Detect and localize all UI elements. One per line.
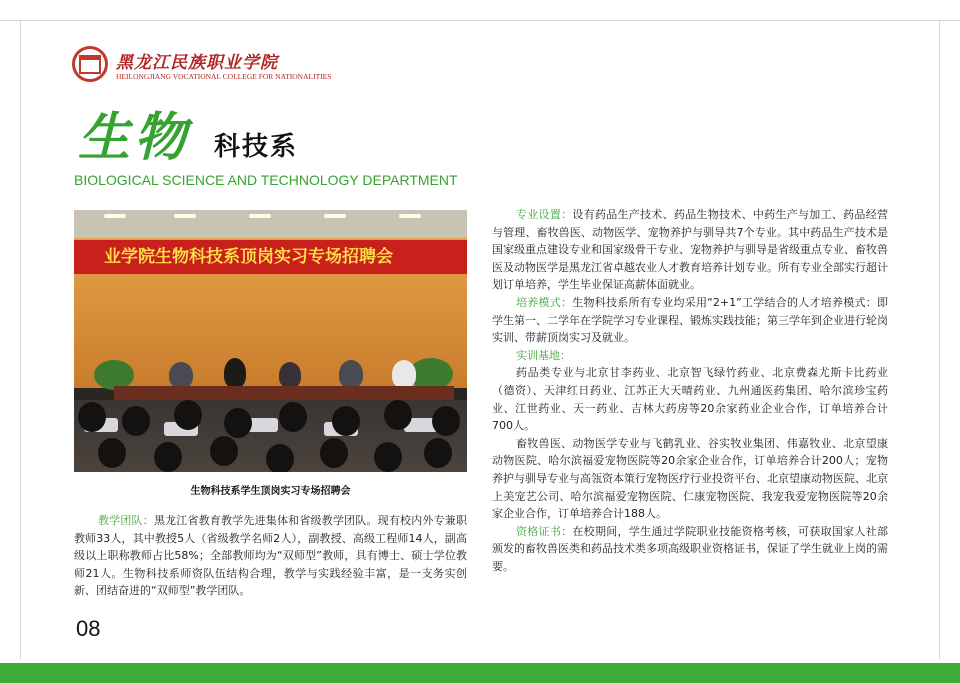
photo-audience — [74, 400, 467, 472]
department-title-small: 科技系 — [214, 132, 299, 162]
majors-label: 专业设置： — [516, 208, 573, 221]
majors-paragraph — [492, 206, 888, 294]
college-logo — [72, 46, 392, 86]
college-name-cn: 黑龙江民族职业学院 — [116, 53, 278, 73]
right-column — [492, 206, 888, 575]
bases-heading — [492, 347, 888, 365]
model-label: 培养模式： — [516, 295, 573, 309]
bases-paragraph-1: 药品类专业与北京甘李药业、北京智飞绿竹药业、北京费森尤斯卡比药业（德资）、天津红日药业、江苏正大天晴药业、九州通医药集团、哈尔滨珍宝药业、江世药业、天一药业、吉林大药房等20余家药业企业合作，订单培养合计700人。 — [492, 366, 888, 433]
certs-paragraph — [492, 523, 888, 576]
department-title-en: BIOLOGICAL SCIENCE AND TECHNOLOGY DEPARTMENT — [74, 172, 458, 188]
college-seal-icon — [72, 46, 108, 82]
bases-label: 实训基地： — [516, 348, 571, 362]
teaching-team-label: 教学团队： — [98, 514, 154, 527]
certs-text: 在校期间，学生通过学院职业技能资格考核，可获取国家人社部颁发的畜牧兽医类和药品技术类多项高级职业资格证书，保证了学生就业上岗的需要。 — [492, 524, 888, 573]
certs-label: 资格证书： — [516, 524, 573, 538]
teaching-team-text: 黑龙江省教育教学先进集体和省级教学团队。现有校内外专兼职教师33人，其中教授5人（省级教学名师2人），副教授、高级工程师14人，副高级以上职称教师占比58%；全部教师均为“双师型”教师，具有博士、硕士学位教师21人。生物科技系师资队伍结构合理，教学与实践经验丰富，是一支务实创新、团结奋进的“双师型”教学团队。 — [74, 514, 467, 597]
department-title-big: 生物 — [78, 107, 191, 168]
bases-paragraph-2: 畜牧兽医、动物医学专业与飞鹤乳业、谷实牧业集团、伟嘉牧业、北京望康动物医院、哈尔滨福爱宠物医院等20余家企业合作，订单培养合计200人；宠物养护与驯导专业与高瓴资本策行宠物医疗行业投资平台、北京望康动物医院、北京上美宠艺公司、哈尔滨福爱宠物医院、仁康宠物医院、我宠我爱宠物医院等20余家企业合作，订单培养合计188人。 — [492, 436, 888, 521]
photo-banner: 业学院生物科技系顶岗实习专场招聘会 — [74, 240, 467, 274]
teaching-team-paragraph — [74, 512, 467, 600]
page-frame-right — [939, 20, 960, 660]
photo-caption: 生物科技系学生顶岗实习专场招聘会 — [190, 486, 351, 497]
model-paragraph — [492, 294, 888, 347]
photo-table — [114, 386, 454, 400]
college-name-en: HEILONGJIANG VOCATIONAL COLLEGE FOR NATIONALITIES — [116, 72, 332, 81]
majors-text: 设有药品生产技术、药品生物技术、中药生产与加工、药品经营与管理、畜牧兽医、动物医学、宠物养护与驯导共7个专业。其中药品生产技术是国家级重点建设专业和国家级骨干专业、宠物养护与驯导是省级重点专业、畜牧兽医及动物医学是黑龙江省卓越农业人才教育培养计划专业。所有专业全部实行超计划订单培养，学生毕业保证高薪体面就业。 — [492, 208, 888, 292]
photo-ceiling — [74, 210, 467, 238]
footer-green-bar — [0, 663, 960, 683]
page-frame-left — [0, 20, 21, 660]
page-number: 08 — [76, 616, 101, 641]
page-frame-top — [0, 0, 960, 21]
model-text: 生物科技系所有专业均采用“2+1”工学结合的人才培养模式：即学生第一、二学年在学院学习专业课程、锻炼实践技能；第三学年到企业进行轮岗实训、带薪顶岗实习及就业。 — [492, 295, 888, 345]
event-photo — [74, 210, 467, 472]
